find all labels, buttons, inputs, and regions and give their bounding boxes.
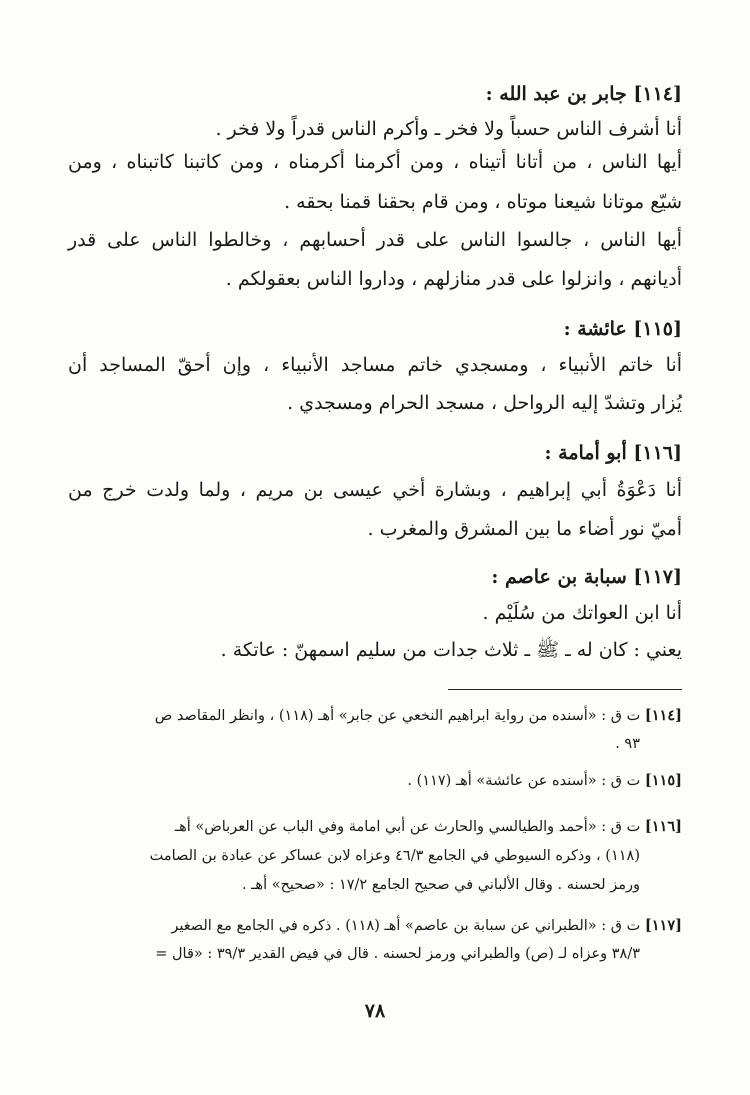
section-number: [١١٤] [633,83,682,105]
page-number: ٧٨ [364,1000,386,1022]
narrator-name: أبو أمامة : [544,442,627,464]
text-line: أديانهم ، وانزلوا على قدر منازلهم ، وداروا الناس بعقولكم . [225,268,682,290]
footnote-number: [١١٦] [644,818,682,835]
footnote-text: ت ق : «أسنده من رواية ابراهيم النخعي عن جابر» أهـ (١١٨) ، وانظر المقاصد ص [154,708,641,724]
footnote-text: ٣٨/٣ وعزاه لـ (ص) والطبراني ورمز لحسنه . قال في فيض القدير ٣٩/٣ : «قال = [155,946,640,962]
footnote-number: [١١٤] [644,707,682,724]
footnote-116 [175,818,682,835]
narrator-name: سبابة بن عاصم : [491,566,627,588]
section-number: [١١٦] [633,442,682,464]
footnote-114 [155,707,682,724]
text-line: يُزار وتشدّ إليه الرواحل ، مسجد الحرام ومسجدي . [287,392,682,414]
text-line: أيها الناس ، من أتانا أتيناه ، ومن أكرمنا أكرمناه ، ومن كاتبنا كاتبناه ، ومن [68,151,682,173]
footnote-text: ت ق : «أسنده عن عائشة» أهـ (١١٧) . [407,773,641,789]
footnote-text: (١١٨) ، وذكره السيوطي في الجامع ٤٦/٣ وعزاه لابن عساكر عن عبادة بن الصامت [149,848,640,864]
text-line: أنا دَعْوَةُ أبي إبراهيم ، وبشارة أخي عيسى بن مريم ، ولما ولدت خرج من [68,479,682,501]
section-117-heading [491,566,682,588]
text-line: أميّ نور أضاء ما بين المشرق والمغرب . [367,518,682,540]
text-line: شيّع موتانا شيعنا موتاه ، ومن قام بحقنا قمنا بحقه . [284,191,682,213]
text-line: أيها الناس ، جالسوا الناس على قدر أحسابهم ، وخالطوا الناس على قدر [68,229,682,251]
text-line: أنا خاتم الأنبياء ، ومسجدي خاتم مساجد الأنبياء ، وإن أحقّ المساجد أن [68,354,682,376]
footnote-text: ت ق : «أحمد والطيالسي والحارث عن أبي امامة وفي الباب عن العرباض» أهـ [174,819,641,835]
footnote-number: [١١٥] [644,772,682,789]
text-line: أنا ابن العواتك من سُلَيْم . [482,602,682,624]
text-line: أنا أشرف الناس حسباً ولا فخر ـ وأكرم الناس قدراً ولا فخر . [215,118,682,140]
footnote-115 [407,772,682,789]
footnote-117 [171,917,682,934]
footnote-separator [448,689,682,690]
section-116-heading [545,442,682,464]
section-115-heading [564,318,682,340]
narrator-name: جابر بن عبد الله : [485,83,627,105]
section-114-heading [486,83,682,105]
narrator-name: عائشة : [563,318,627,340]
footnote-text: ورمز لحسنه . وقال الألباني في صحيح الجامع ١٧/٢ : «صحيح» أهـ . [241,877,640,893]
section-number: [١١٥] [633,318,682,340]
text-line: يعني : كان له ـ ﷺ ـ ثلاث جدات من سليم اسمهنّ : عاتكة . [220,639,682,661]
section-number: [١١٧] [633,566,682,588]
footnote-text: ٩٣ . [615,736,640,752]
footnote-text: ت ق : «الطبراني عن سبابة بن عاصم» أهـ (١١٨) . ذكره في الجامع مع الصغير [171,918,641,934]
footnote-number: [١١٧] [644,917,682,934]
